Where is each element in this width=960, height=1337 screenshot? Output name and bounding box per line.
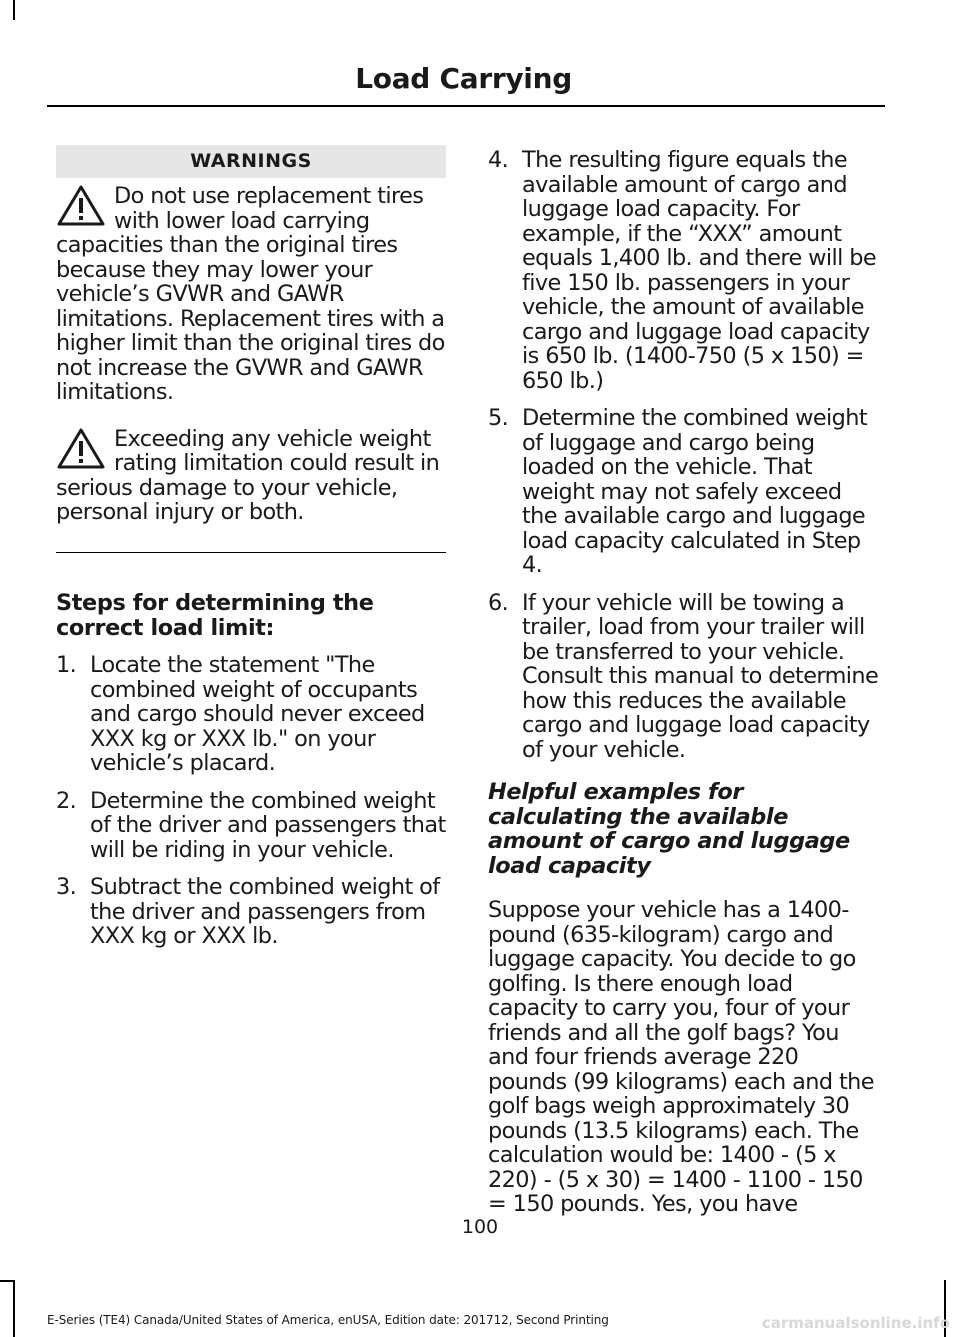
warning-triangle-icon: [56, 427, 106, 471]
list-item: [56, 789, 446, 863]
step-number: 6.: [488, 589, 509, 616]
footer-text: E-Series (TE4) Canada/United States of America, enUSA, Edition date: 201712, Second Printing: [47, 1313, 609, 1327]
list-item: [56, 653, 446, 776]
step-number: 4.: [488, 147, 509, 173]
list-item: [56, 875, 446, 949]
section-divider: [56, 552, 446, 554]
step-text: Subtract the combined weight of the driver and passengers from XXX kg or XXX lb.: [90, 874, 440, 949]
step-text: If your vehicle will be towing a trailer, load from your trailer will be transferred to your vehicle. Consult this manual to determine how this reduces the available cargo and luggage load capacity of your vehicle.: [522, 589, 879, 763]
page-header-title: Load Carrying: [355, 62, 572, 95]
watermark: carmanualsonline.info: [761, 1314, 950, 1332]
steps-list-right: [488, 148, 880, 762]
crop-mark-top-left: [13, 0, 15, 20]
list-item: [488, 148, 880, 393]
step-number: 5.: [488, 405, 509, 431]
examples-paragraph: Suppose your vehicle has a 1400-pound (635-kilogram) cargo and luggage capacity. You decide to go golfing. Is there enough load capacity to carry you, four of your friends and all the golf bags? You and four friends average 220 pounds (99 kilograms) each and the golf bags weigh approximately 30 pounds (13.5 kilograms) each. The calculation would be: 1400 - (5 x 220) - (5 x 30) = 1400 - 1100 - 150 = 150 pounds. Yes, you have: [488, 897, 874, 1217]
step-text: Determine the combined weight of the driver and passengers that will be riding in your vehicle.: [90, 787, 446, 863]
warning-triangle-icon: [56, 184, 106, 228]
step-number: 2.: [56, 787, 77, 814]
warning-1: [56, 184, 446, 405]
step-number: 1.: [56, 652, 77, 678]
warnings-heading: WARNINGS: [56, 145, 446, 178]
left-column: [56, 145, 446, 949]
header-rule: [47, 105, 885, 107]
crop-mark-bottom-left-h: [0, 1280, 13, 1282]
list-item: [488, 406, 880, 578]
steps-list-left: [56, 653, 446, 949]
list-item: [488, 591, 880, 763]
right-column: [488, 148, 880, 1217]
warning-2: [56, 427, 446, 525]
page-number: 100: [461, 1216, 499, 1238]
warning-2-text: Exceeding any vehicle weight rating limitation could result in serious damage to your vehicle, personal injury or both.: [56, 425, 440, 525]
step-text: Locate the statement "The combined weight of occupants and cargo should never exceed XXX kg or XXX lb." on your vehicle’s placard.: [90, 652, 425, 776]
step-text: The resulting figure equals the available amount of cargo and luggage load capacity. For example, if the “XXX” amount equals 1,400 lb. and there will be five 150 lb. passengers in your vehicle, the amount of available cargo and luggage load capacity is 650 lb. (1400-750 (5 x 150) = 650 lb.): [522, 147, 877, 394]
step-number: 3.: [56, 874, 77, 900]
step-text: Determine the combined weight of luggage and cargo being loaded on the vehicle. That weight may not safely exceed the available cargo and luggage load capacity calculated in Step 4.: [522, 405, 868, 578]
steps-heading: Steps for determining the correct load limit:: [56, 590, 374, 641]
crop-mark-bottom-left: [13, 1280, 15, 1337]
warning-1-text: Do not use replacement tires with lower load carrying capacities than the original tires because they may lower your vehicle’s GVWR and GAWR limitations. Replacement tires with a higher limit than the original tires do not increase the GVWR and GAWR limitations.: [56, 183, 445, 405]
examples-heading: Helpful examples for calculating the available amount of cargo and luggage load capacity: [488, 779, 850, 879]
